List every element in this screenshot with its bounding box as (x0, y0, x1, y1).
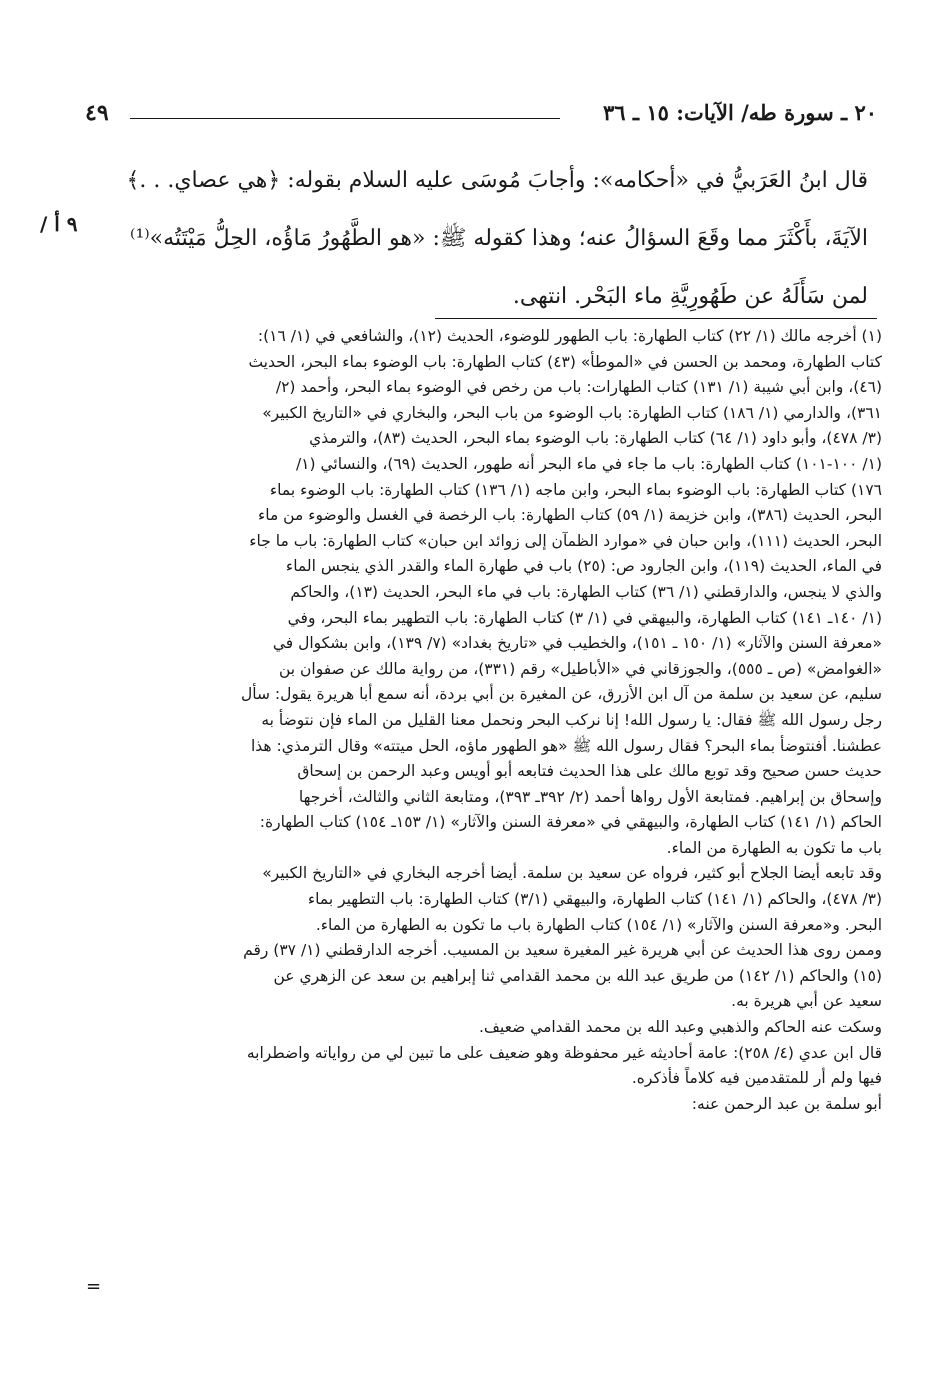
footnote-line: في الماء، الحديث (١١٩)، وابن الجارود ص: (٢٥) باب في طهارة الماء والقدر الذي ينجس الماء (285, 557, 882, 576)
footnote-line: (١٥) والحاكم (١/ ١٤٢) من طريق عبد الله بن محمد القدامي ثنا إبراهيم بن سعد عن الزهري عن (273, 966, 882, 985)
footnote-line: أبو سلمة بن عبد الرحمن عنه: (691, 1094, 882, 1113)
footnote-line: البحر، الحديث (١١١)، وابن حبان في «موارد الظمآن إلى زوائد ابن حبان» كتاب الطهارة: باب ما جاء (249, 531, 882, 550)
surah-title: ٢٠ ـ سورة طه/ الآيات: ١٥ ـ ٣٦ (603, 100, 877, 125)
main-text (120, 152, 868, 326)
footnote-line: عطشنا. أفنتوضأ بماء البحر؟ فقال رسول الله ﷺ «هو الطهور ماؤه، الحل ميتته» وقال الترمذي: هذا (250, 736, 882, 755)
page-number: ٤٩ (85, 100, 109, 126)
footnote-line: (١/ ١٠٠-١٠١) كتاب الطهارة: باب ما جاء في ماء البحر أنه طهور، الحديث (٦٩)، والنسائي (١/ (295, 454, 882, 473)
footnote-line: والذي لا ينجس، والدارقطني (١/ ٣٦) كتاب الطهارة: باب في ماء البحر، الحديث (١٣)، والحاكم (290, 582, 882, 601)
main-line: لمن سَأَلَهُ عن طَهُورِيَّةِ ماء البَحْر. انتهى. (512, 284, 868, 309)
footnote-line: ١٧٦) كتاب الطهارة: باب الوضوء بماء البحر، وابن ماجه (١/ ١٣٦) كتاب الطهارة: باب الوضوء بماء (269, 480, 882, 499)
footnote-line: البحر، الحديث (٣٨٦)، وابن خزيمة (١/ ٥٩) كتاب الطهارة: باب الرخصة في الغسل والوضوء من ماء (257, 506, 882, 525)
footnote-line: باب ما تكون به الطهارة من الماء. (666, 838, 882, 857)
footnote-line: وسكت عنه الحاكم والذهبي وعبد الله بن محمد القدامي ضعيف. (478, 1018, 882, 1037)
footnotes (96, 324, 882, 1117)
footnote-line: وممن روى هذا الحديث عن أبي هريرة غير المغيرة سعيد بن المسيب. أخرجه الدارقطني (١/ ٣٧) رقم (243, 941, 882, 960)
footnote-line: «الغوامض» (ص ـ ٥٥٥)، والجوزقاني في «الأباطيل» رقم (٣٣١)، من رواية مالك عن صفوان بن (278, 659, 882, 678)
footnote-line: رجل رسول الله ﷺ فقال: يا رسول الله! إنا نركب البحر ونحمل معنا القليل من الماء فإن نتوضأ به (261, 710, 882, 729)
footnote-line: حديث حسن صحيح وقد توبع مالك على هذا الحديث فتابعه أبو أويس وعبد الرحمن بن إسحاق (297, 762, 882, 781)
continuation-mark: = (86, 1276, 102, 1297)
main-line: الآيَةَ، بأَكْثَرَ مما وقَعَ السؤالُ عنه؛ وهذا كقوله ﷺ: «هو الطَّهُورُ مَاؤُه، الحِلُّ مَيْتَتُه»⁽¹⁾ (130, 226, 868, 251)
main-line: قال ابنُ العَرَبيُّ في «أحكامه»: وأجابَ مُوسَى عليه السلام بقوله: ﴿هي عصاي. . .﴾ (126, 168, 868, 193)
footnote-line: قال ابن عدي (٤/ ٢٥٨): عامة أحاديثه غير محفوظة وهو ضعيف على ما تبين لي من رواياته واضطرابه (246, 1043, 882, 1062)
footnote-line: البحر. و«معرفة السنن والآثار» (١/ ١٥٤) كتاب الطهارة باب ما تكون به الطهارة من الماء. (315, 915, 882, 934)
footnote-line: سعيد عن أبي هريرة به. (731, 992, 882, 1011)
footnote-line: وإسحاق بن إبراهيم. فمتابعة الأول رواها أحمد (٢/ ٣٩٢ـ ٣٩٣)، ومتابعة الثاني والثالث، أخرجها (298, 787, 882, 806)
footnote-line: «معرفة السنن والآثار» (١/ ١٥٠ ـ ١٥١)، والخطيب في «تاريخ بغداد» (٧/ ١٣٩)، وابن بشكوال في (272, 634, 882, 653)
header-rule (130, 118, 560, 119)
running-header (85, 100, 877, 136)
footnote-line: سليم، عن سعيد بن سلمة من آل ابن الأزرق، عن المغيرة بن أبي بردة، أنه سمع أبا هريرة يقول: سأل (240, 685, 882, 704)
footnote-line: (٤٦)، وابن أبي شيبة (١/ ١٣١) كتاب الطهارات: باب من رخص في الوضوء بماء البحر، وأحمد (٢/ (275, 378, 882, 397)
footnote-line: (١) أخرجه مالك (١/ ٢٢) كتاب الطهارة: باب الطهور للوضوء، الحديث (١٢)، والشافعي في (١/ ١٦): (257, 327, 882, 345)
footnote-line: كتاب الطهارة، ومحمد بن الحسن في «الموطأ» (٤٣) كتاب الطهارة: باب الوضوء بماء البحر، الحديث (248, 352, 882, 371)
footnote-line: ٣٦١)، والدارمي (١/ ١٨٦) كتاب الطهارة: باب الوضوء من باب البحر، والبخاري في «التاريخ الكبير» (262, 403, 882, 422)
footnote-line: الحاكم (١/ ١٤١) كتاب الطهارة، والبيهقي في «معرفة السنن والآثار» (١/ ١٥٣ـ ١٥٤) كتاب الطهارة: (259, 813, 882, 832)
footnote-line: فيها ولم أر للمتقدمين فيه كلاماً فأذكره. (631, 1069, 882, 1088)
footnote-line: (١/ ١٤٠ـ ١٤١) كتاب الطهارة، والبيهقي في (١/ ٣) كتاب الطهارة: باب التطهير بماء البحر، وفي (287, 608, 882, 627)
footnote-separator (435, 318, 877, 319)
footnote-line: (٣/ ٤٧٨)، وأبو داود (١/ ٦٤) كتاب الطهارة: باب الوضوء بماء البحر، الحديث (٨٣)، والترمذي (309, 429, 882, 448)
footnote-line: وقد تابعه أيضا الجلاح أبو كثير، فرواه عن سعيد بن سلمة. أيضا أخرجه البخاري في «التاريخ الكبير» (262, 864, 882, 883)
footnote-line: (٣/ ٤٧٨)، والحاكم (١/ ١٤١) كتاب الطهارة، والبيهقي (٣/١) كتاب الطهارة: باب التطهير بماء (307, 890, 882, 909)
margin-note: ٩ أ / (40, 212, 78, 236)
